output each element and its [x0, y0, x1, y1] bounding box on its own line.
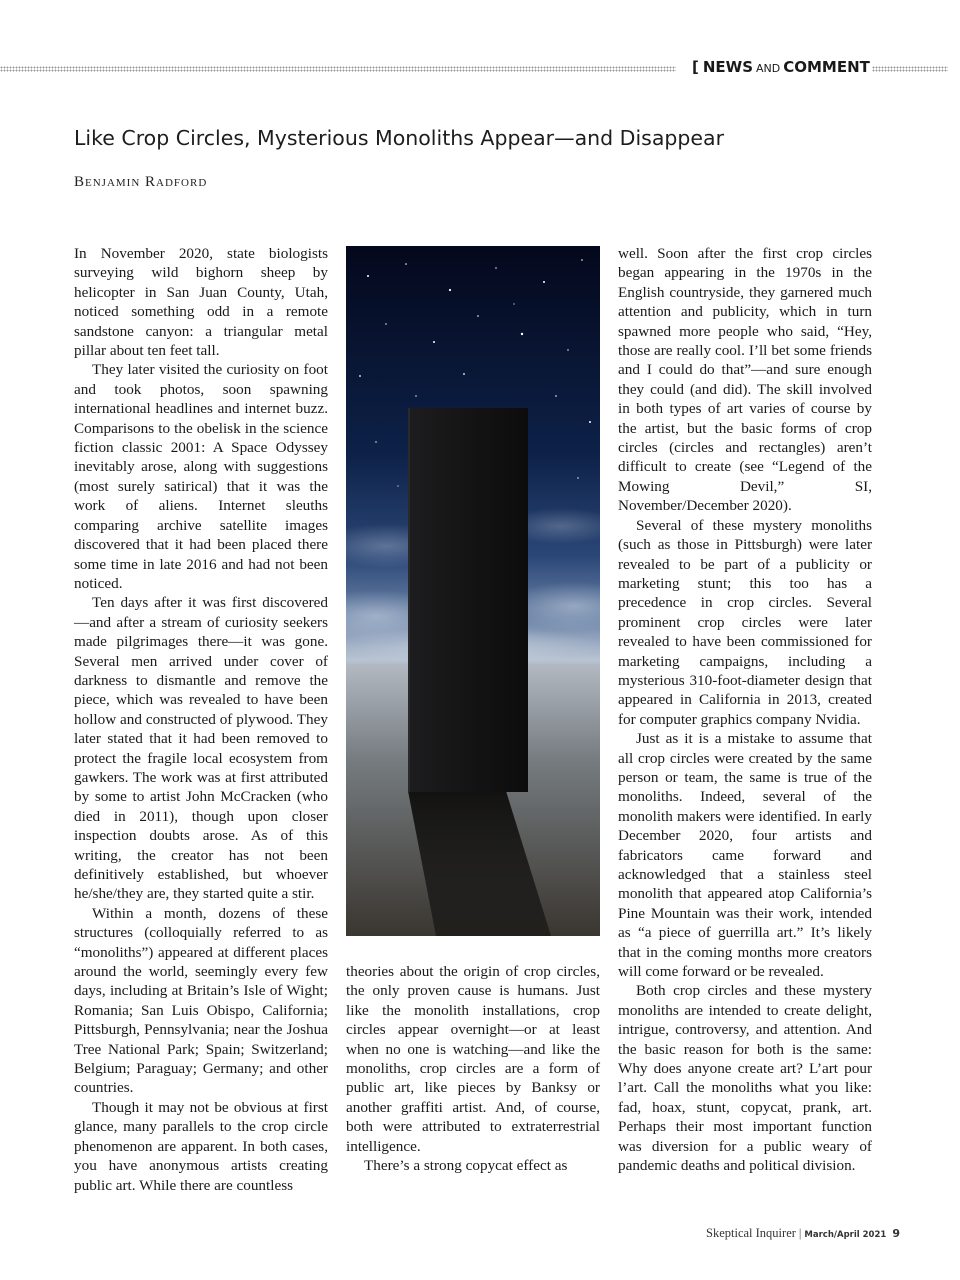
footer-separator: |	[798, 1226, 802, 1240]
paragraph: In November 2020, state biologists surveying wild bighorn sheep by helicopter in San Juan County, Utah, noticed something odd in a remote sandstone canyon: a triangular metal pillar about ten feet tall.	[74, 245, 328, 360]
paragraph: theories about the origin of crop circles, the only proven cause is humans. Just like the monolith installations, crop circles appear overnight—or at least when no one is watching—and like the monoliths, crop circles are a form of public art, like pieces by Banksy or another graffiti artist. And, of course, both were attributed to extraterrestrial intelligence.	[346, 963, 600, 1155]
paragraph: well. Soon after the first crop circles began appearing in the 1970s in the English countryside, they garnered much attention and publicity, which in turn spawned more people who said, “Hey, those are really cool. I’ll bet some friends and I could do that”—and sure enough they could (and did). The skill involved in both types of art varies of course by the artist, but the basic forms of crop circles (circles and rectangles) aren’t difficult to create (see “Legend of the Mowing Devil,” SI, November/December 2020).	[618, 245, 872, 515]
paragraph: Though it may not be obvious at first glance, many parallels to the crop circle phenomenon are apparent. In both cases, you have anonymous artists creating public art. While there are countless	[74, 1098, 328, 1194]
section-word-and: AND	[756, 62, 781, 75]
page-footer	[706, 1226, 900, 1241]
page-number: 9	[892, 1227, 900, 1240]
section-label	[692, 58, 870, 76]
author-byline: Benjamin Radford	[74, 174, 208, 190]
section-word-comment: COMMENT	[783, 58, 870, 76]
paragraph: Several of these mystery monoliths (such as those in Pittsburgh) were later revealed to be part of a publicity or marketing stunt; this too has a precedence in crop circles. Several prominent crop circles were later revealed to have been commissioned for marketing campaigns, including a mysterious 310-foot-diameter design that appeared in California in 2013, created for computer graphics company Nvidia.	[618, 516, 872, 728]
monolith	[408, 408, 528, 792]
paragraph: They later visited the curiosity on foot and took photos, soon spawning international headlines and internet buzz. Comparisons to the obelisk in the science fiction classic 2001: A Space Odyssey inevitably arose, along with suggestions (most surely satirical) that it was the work of aliens. Internet sleuths comparing archive satellite images discovered that it had been placed there some time in late 2016 and had not been noticed.	[74, 361, 328, 592]
footer-magazine: Skeptical Inquirer	[706, 1226, 796, 1240]
paragraph: There’s a strong copycat effect as	[364, 1157, 568, 1175]
header-dot-rule-right	[872, 66, 948, 72]
monolith-illustration	[346, 246, 600, 936]
paragraph: Both crop circles and these mystery monoliths are intended to create delight, intrigue, controversy, and attention. And the basic reason for both is the same: Why does anyone create art? L’art pour l’art. Call the monoliths what you like: fad, hoax, stunt, copycat, prank, art. Perhaps their most important function was diversion for a public weary of pandemic deaths and political division.	[618, 982, 872, 1175]
monolith-edge	[408, 408, 410, 792]
section-word-news: NEWS	[702, 58, 754, 76]
body-column-1	[74, 244, 328, 1195]
paragraph: Ten days after it was first discovered—and after a stream of curiosity seekers made pilgrimages there—it was gone. Several men arrived under cover of darkness to dismantle and remove the piece, which was revealed to have been hollow and constructed of plywood. They later stated that it had been removed to protect the fragile local ecosystem from gawkers. The work was at first attributed by some to artist John McCracken (who died in 2011), though upon closer inspection doubts arose. As of this writing, the creator has not been definitively established, but whoever he/she/they are, they started quite a stir.	[74, 594, 328, 903]
article-title: Like Crop Circles, Mysterious Monoliths Appear—and Disappear	[74, 126, 725, 150]
section-bracket: [	[692, 58, 699, 76]
footer-issue: March/April 2021	[804, 1230, 887, 1240]
paragraph: Just as it is a mistake to assume that all crop circles were created by the same person or team, the same is true of the monoliths. Indeed, several of the monolith makers were identified. In early December 2020, four artists and fabricators came forward and acknowledged that a stainless steel monolith that appeared atop California’s Pine Mountain was their work, intended as “a piece of guerrilla art.” It’s likely that in the coming months more creators will come forward or be revealed.	[618, 730, 872, 981]
body-column-3	[618, 244, 872, 1176]
body-column-2	[346, 962, 600, 1175]
header-dot-rule-left	[0, 66, 676, 72]
paragraph: Within a month, dozens of these structures (colloquially referred to as “monoliths”) appeared at different places around the world, seemingly every few days, including at Britain’s Isle of Wight; Romania; San Luis Obispo, California; Pittsburgh, Pennsylvania; near the Joshua Tree National Park; Spain; Switzerland; Belgium; Paraguay; Germany; and other countries.	[74, 904, 328, 1097]
